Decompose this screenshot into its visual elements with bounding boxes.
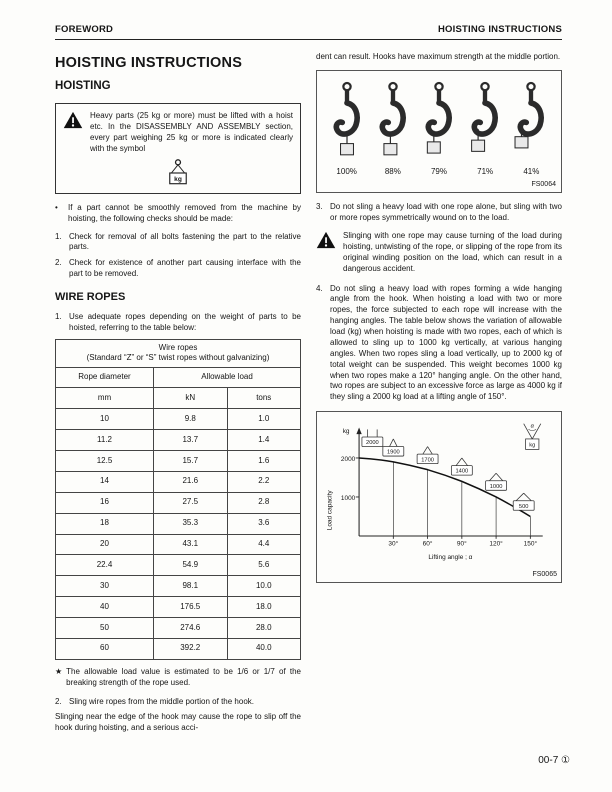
warning-triangle-icon bbox=[316, 231, 336, 275]
warning-box bbox=[55, 103, 301, 194]
warning-inline-text: Slinging with one rope may cause turning of the load during hoisting, untwisting of the rope, or slipping of the rope from its original winding position on the load, which can result in a dangerous accident. bbox=[343, 231, 562, 273]
cell-mm: 20 bbox=[56, 534, 154, 555]
cell-mm: 18 bbox=[56, 513, 154, 534]
cell-mm: 16 bbox=[56, 492, 154, 513]
hook-cell bbox=[371, 79, 414, 178]
two-column-body bbox=[55, 52, 562, 740]
item-2-text: Sling wire ropes from the middle portion of the hook. bbox=[69, 696, 254, 706]
cell-mm: 40 bbox=[56, 597, 154, 618]
y-axis-unit: kg bbox=[342, 428, 350, 436]
table-row bbox=[56, 492, 301, 513]
item-1-text: Use adequate ropes depending on the weight of parts to be hoisted, referring to the table below: bbox=[69, 312, 301, 332]
alpha-symbol: α bbox=[530, 423, 534, 430]
page-title: HOISTING INSTRUCTIONS bbox=[55, 55, 243, 71]
cell-kn: 13.7 bbox=[154, 430, 228, 451]
hook-strength-label: 41% bbox=[523, 166, 540, 176]
svg-text:1700: 1700 bbox=[421, 457, 434, 464]
list-item-4 bbox=[316, 284, 562, 404]
item-1-number: 1. bbox=[55, 312, 62, 322]
hooks-row bbox=[322, 79, 556, 178]
hook-strength-figure bbox=[316, 70, 562, 193]
table-row bbox=[56, 471, 301, 492]
kg-cube-label: kg bbox=[529, 442, 536, 449]
load-capacity-chart bbox=[321, 418, 557, 568]
bullet-item bbox=[55, 203, 301, 225]
hook-icon bbox=[420, 79, 458, 165]
cell-tons: 1.4 bbox=[227, 430, 301, 451]
hook-strength-label: 100% bbox=[336, 166, 357, 176]
cell-kn: 43.1 bbox=[154, 534, 228, 555]
star-marker: ★ bbox=[55, 666, 63, 676]
table-row bbox=[56, 597, 301, 618]
table-title-row bbox=[56, 339, 301, 367]
value-marker-2000 bbox=[362, 430, 383, 447]
warning-inline bbox=[316, 231, 562, 275]
check-1-text: Check for removal of all bolts fastening the part to the relative parts. bbox=[69, 231, 301, 252]
check-2-number: 2. bbox=[55, 258, 62, 268]
cell-tons: 2.2 bbox=[227, 471, 301, 492]
check-1-number: 1. bbox=[55, 231, 62, 241]
y-tick-2000: 2000 bbox=[340, 455, 356, 463]
warning-text: Heavy parts (25 kg or more) must be lifted with a hoist etc. In the DISASSEMBLY AND ASSEMBLY section, every part weighing 25 kg or more is indicated clearly with the symbol bbox=[90, 111, 293, 153]
cell-mm: 30 bbox=[56, 576, 154, 597]
value-marker-1400 bbox=[451, 458, 472, 475]
svg-text:1000: 1000 bbox=[489, 484, 503, 491]
hook-cell bbox=[325, 79, 368, 178]
cell-kn: 54.9 bbox=[154, 555, 228, 576]
table-row bbox=[56, 534, 301, 555]
table-title bbox=[56, 339, 301, 367]
section-heading-hoisting: HOISTING bbox=[55, 79, 111, 92]
cell-kn: 21.6 bbox=[154, 471, 228, 492]
cell-kn: 35.3 bbox=[154, 513, 228, 534]
col-header-rope-diameter: Rope diameter bbox=[56, 367, 154, 388]
x-tick-150: 150° bbox=[523, 540, 538, 548]
item-3-number: 3. bbox=[316, 202, 323, 212]
cell-kn: 98.1 bbox=[154, 576, 228, 597]
cell-tons: 2.8 bbox=[227, 492, 301, 513]
cell-kn: 15.7 bbox=[154, 451, 228, 472]
star-note-text: The allowable load value is estimated to be 1/6 or 1/7 of the breaking strength of the rope used. bbox=[66, 666, 301, 687]
cell-mm: 10 bbox=[56, 409, 154, 430]
table-row bbox=[56, 555, 301, 576]
star-note bbox=[55, 667, 301, 689]
x-tick-90: 90° bbox=[456, 540, 467, 548]
subheader-kn: kN bbox=[154, 388, 228, 409]
continuation-paragraph-left: Slinging near the edge of the hook may cause the rope to slip off the hook during hoisting, and a serious acci- bbox=[55, 712, 301, 733]
svg-text:1900: 1900 bbox=[386, 449, 400, 456]
cell-tons: 4.4 bbox=[227, 534, 301, 555]
check-item-2 bbox=[55, 258, 301, 280]
cell-tons: 10.0 bbox=[227, 576, 301, 597]
x-axis-label: Lifting angle ; α bbox=[428, 553, 473, 561]
hook-strength-label: 79% bbox=[430, 166, 447, 176]
cell-mm: 22.4 bbox=[56, 555, 154, 576]
cell-mm: 11.2 bbox=[56, 430, 154, 451]
value-marker-1000 bbox=[486, 473, 507, 490]
cell-mm: 12.5 bbox=[56, 451, 154, 472]
cell-kn: 392.2 bbox=[154, 638, 228, 659]
x-tick-30: 30° bbox=[388, 540, 399, 548]
svg-text:1400: 1400 bbox=[455, 468, 469, 475]
cell-tons: 5.6 bbox=[227, 555, 301, 576]
cell-kn: 9.8 bbox=[154, 409, 228, 430]
col-header-allowable-load: Allowable load bbox=[154, 367, 301, 388]
hook-cell bbox=[464, 79, 507, 178]
hook-strength-label: 71% bbox=[477, 166, 494, 176]
header-left-title: FOREWORD bbox=[55, 24, 114, 35]
y-tick-1000: 1000 bbox=[340, 494, 356, 502]
table-row bbox=[56, 576, 301, 597]
hook-cell bbox=[510, 79, 553, 178]
cell-tons: 1.6 bbox=[227, 451, 301, 472]
lifting-angle-icon bbox=[524, 424, 541, 450]
check-2-text: Check for existence of another part causing interface with the part to be removed. bbox=[69, 258, 301, 279]
hook-icon bbox=[512, 79, 550, 165]
load-capacity-figure bbox=[316, 411, 562, 583]
kg-symbol-icon bbox=[63, 158, 293, 188]
right-column bbox=[316, 52, 562, 740]
wire-rope-table bbox=[55, 339, 301, 660]
kg-symbol-label: kg bbox=[174, 175, 182, 183]
subheader-mm: mm bbox=[56, 388, 154, 409]
item-4-number: 4. bbox=[316, 283, 323, 293]
value-marker-1700 bbox=[417, 447, 438, 464]
list-item-3 bbox=[316, 202, 562, 224]
hook-strength-label: 88% bbox=[384, 166, 401, 176]
subheader-tons: tons bbox=[227, 388, 301, 409]
y-axis-arrow bbox=[356, 428, 361, 435]
table-subheader-row bbox=[56, 388, 301, 409]
hook-cell bbox=[417, 79, 460, 178]
table-row bbox=[56, 451, 301, 472]
svg-text:2000: 2000 bbox=[366, 440, 379, 447]
cell-tons: 18.0 bbox=[227, 597, 301, 618]
svg-text:500: 500 bbox=[518, 504, 529, 511]
x-tick-120: 120° bbox=[489, 540, 503, 548]
figure-id-fs0064: FS0064 bbox=[531, 180, 556, 188]
item-2-number: 2. bbox=[55, 696, 62, 706]
table-row bbox=[56, 430, 301, 451]
bullet-text: If a part cannot be smoothly removed from the machine by hoisting, the following checks should be made: bbox=[68, 202, 301, 223]
hook-icon bbox=[328, 79, 366, 165]
left-column bbox=[55, 52, 301, 740]
section-heading-wire-ropes: WIRE ROPES bbox=[55, 291, 126, 304]
warning-triangle-icon bbox=[63, 111, 83, 155]
figure-id-fs0065: FS0065 bbox=[532, 571, 557, 579]
cell-tons: 3.6 bbox=[227, 513, 301, 534]
cell-kn: 176.5 bbox=[154, 597, 228, 618]
continuation-paragraph-right: dent can result. Hooks have maximum strength at the middle portion. bbox=[316, 52, 561, 61]
header-right-title: HOISTING INSTRUCTIONS bbox=[437, 24, 562, 35]
bullet-marker: • bbox=[55, 202, 58, 212]
cell-mm: 50 bbox=[56, 618, 154, 639]
page-header bbox=[55, 24, 562, 40]
cell-tons: 1.0 bbox=[227, 409, 301, 430]
list-item-1 bbox=[55, 312, 301, 334]
table-row bbox=[56, 513, 301, 534]
value-marker-1900 bbox=[383, 439, 404, 456]
cell-kn: 27.5 bbox=[154, 492, 228, 513]
table-title-line1: Wire ropes bbox=[158, 342, 198, 352]
x-tick-60: 60° bbox=[422, 540, 433, 548]
cell-tons: 40.0 bbox=[227, 638, 301, 659]
hook-icon bbox=[466, 79, 504, 165]
table-title-line2: (Standard “Z” or “S” twist ropes without galvanizing) bbox=[86, 353, 270, 363]
table-row bbox=[56, 638, 301, 659]
table-row bbox=[56, 409, 301, 430]
item-3-text: Do not sling a heavy load with one rope alone, but sling with two or more ropes symmetrically wound on to the load. bbox=[330, 202, 562, 223]
check-item-1 bbox=[55, 232, 301, 254]
value-marker-500 bbox=[513, 493, 534, 510]
cell-mm: 60 bbox=[56, 638, 154, 659]
page-number: 00-7 ① bbox=[538, 755, 570, 766]
table-row bbox=[56, 618, 301, 639]
hook-icon bbox=[374, 79, 412, 165]
cell-tons: 28.0 bbox=[227, 618, 301, 639]
cell-mm: 14 bbox=[56, 471, 154, 492]
table-header-row bbox=[56, 367, 301, 388]
item-4-text: Do not sling a heavy load with ropes forming a wide hanging angle from the hook. When hoisting a load with two or more ropes, the force subjected to each rope will increase with the hanging angles. The table below shows the variation of allowable load (kg) when hoisting is made with two ropes, each of which is allowed to sling up to 1000 kg vertically, at various hanging angles. When two ropes sling a load vertically, up to 2000 kg of total weight can be suspended. This weight becomes 1000 kg when two ropes make a 120° hanging angle. On the other hand, two ropes are subject to an excessive force as large as 4000 kg if they sling a 2000 kg load at a lifting angle of 150°. bbox=[330, 283, 562, 402]
list-item-2 bbox=[55, 697, 301, 708]
y-axis-label: Load capacity bbox=[326, 490, 334, 531]
cell-kn: 274.6 bbox=[154, 618, 228, 639]
